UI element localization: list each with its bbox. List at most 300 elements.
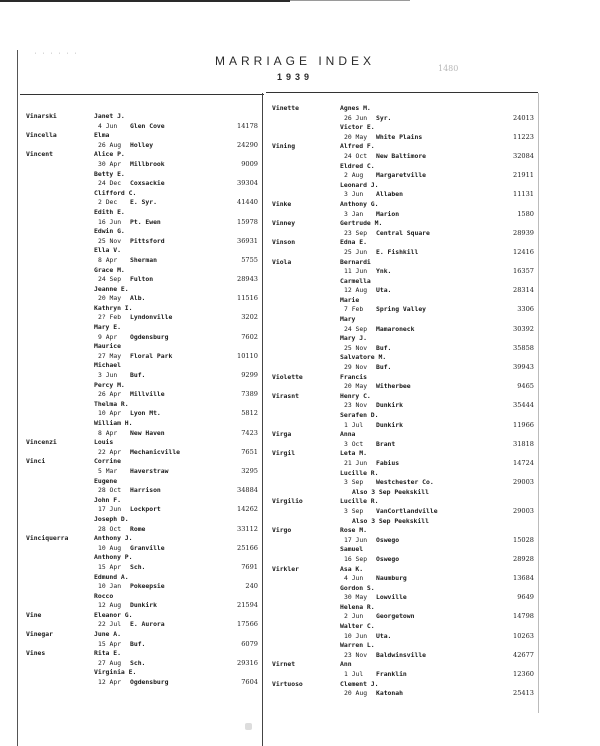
marriage-place: Harrison (130, 486, 161, 495)
marriage-detail (272, 670, 534, 680)
marriage-date: 20 May (344, 382, 368, 391)
marriage-detail (272, 210, 534, 220)
given-name: Henry C. (340, 391, 371, 400)
person-record (26, 419, 258, 438)
given-name: Marie (340, 295, 360, 304)
person-record (26, 323, 258, 342)
person-record (26, 630, 258, 649)
given-name: Eleanor G. (94, 610, 133, 619)
right-column (272, 104, 534, 699)
certificate-number: 39943 (513, 363, 534, 372)
person-record (26, 342, 258, 361)
marriage-detail (272, 612, 534, 622)
marriage-date: 28 Oct (98, 524, 122, 533)
certificate-number: 3306 (517, 305, 534, 314)
given-name: Louis (94, 438, 114, 447)
given-name: Eldred C. (340, 161, 375, 170)
given-name: Clement J. (340, 679, 379, 688)
marriage-detail (272, 440, 534, 450)
certificate-number: 42677 (513, 650, 534, 659)
certificate-number: 7691 (241, 562, 258, 571)
marriage-date: 10 Jun (344, 631, 368, 640)
given-name: June A. (94, 630, 121, 639)
surname: Vining (272, 142, 296, 151)
person-record (26, 170, 258, 189)
marriage-detail (26, 256, 258, 266)
marriage-detail (26, 429, 258, 439)
certificate-number: 6079 (241, 639, 258, 648)
marriage-place: Holley (130, 140, 154, 149)
marriage-date: 10 Apr (98, 409, 122, 418)
certificate-number: 11966 (513, 420, 534, 429)
marriage-detail (272, 574, 534, 584)
certificate-number: 28943 (237, 275, 258, 284)
person-record (272, 392, 534, 411)
person-record (272, 238, 534, 257)
surname: Virkler (272, 564, 299, 573)
marriage-date: 9 Apr (98, 332, 118, 341)
person-record (272, 353, 534, 372)
given-name: Samuel (340, 545, 364, 554)
index-entry (26, 150, 258, 438)
certificate-number: 35444 (513, 401, 534, 410)
given-name: Joseph D. (94, 514, 129, 523)
marriage-detail (272, 305, 534, 315)
certificate-number: 12416 (513, 247, 534, 256)
index-entry (26, 457, 258, 534)
header-stamp: · · · · · · (34, 51, 79, 57)
index-entry (272, 392, 534, 430)
marriage-date: 15 Apr (98, 562, 122, 571)
marriage-detail (26, 620, 258, 630)
certificate-number: 14798 (513, 612, 534, 621)
index-entry (272, 680, 534, 699)
given-name: Gertrude M. (340, 219, 383, 228)
given-name: Leonard J. (340, 180, 379, 189)
surname: Vincella (26, 131, 57, 140)
index-entry (272, 219, 534, 238)
marriage-date: 24 Sep (344, 324, 368, 333)
marriage-detail (272, 401, 534, 411)
given-name: Mary J. (340, 334, 367, 343)
marriage-place: Granville (130, 543, 165, 552)
scan-smudge (245, 723, 252, 730)
certificate-number: 33112 (237, 524, 258, 533)
person-record (272, 622, 534, 641)
additional-note: Also 3 Sep Peekskill (352, 516, 429, 525)
surname: Vincent (26, 150, 53, 159)
marriage-date: 3 Jan (344, 209, 364, 218)
certificate-number: 7389 (241, 390, 258, 399)
surname: Violette (272, 372, 303, 381)
person-record (26, 573, 258, 592)
marriage-date: 26 Apr (98, 390, 122, 399)
marriage-date: 15 Apr (98, 639, 122, 648)
marriage-detail (26, 659, 258, 669)
index-entry (26, 630, 258, 649)
left-column (26, 112, 258, 688)
marriage-detail (26, 390, 258, 400)
marriage-detail (26, 352, 258, 362)
marriage-place: Margaretville (376, 171, 427, 180)
index-entry (272, 142, 534, 200)
surname: Virtuoso (272, 679, 303, 688)
marriage-place: Pokeepsie (130, 582, 165, 591)
certificate-number: 5812 (241, 409, 258, 418)
given-name: Ella V. (94, 246, 121, 255)
marriage-place: Ogdensburg (130, 332, 169, 341)
person-record (272, 603, 534, 622)
marriage-detail (26, 448, 258, 458)
marriage-place: Oswego (376, 535, 400, 544)
marriage-date: 10 Jan (98, 582, 122, 591)
marriage-place: Floral Park (130, 351, 173, 360)
marriage-place: Uta. (376, 286, 392, 295)
marriage-date: 28 Oct (98, 486, 122, 495)
marriage-detail (26, 678, 258, 688)
marriage-place: Brant (376, 439, 396, 448)
surname: Virgo (272, 526, 292, 535)
marriage-detail (272, 171, 534, 181)
marriage-place: Sch. (130, 562, 146, 571)
certificate-number: 39304 (237, 179, 258, 188)
marriage-place: Baldwinsville (376, 650, 427, 659)
index-entry (272, 238, 534, 257)
index-entry (272, 449, 534, 497)
marriage-place: Lyndonville (130, 313, 173, 322)
marriage-detail (26, 640, 258, 650)
given-name: Francis (340, 372, 367, 381)
certificate-number: 10110 (237, 351, 258, 360)
certificate-number: 30392 (513, 324, 534, 333)
person-record (272, 680, 534, 699)
marriage-date: 25 Nov (98, 236, 122, 245)
marriage-detail (26, 409, 258, 419)
certificate-number: 24013 (513, 113, 534, 122)
index-entry (272, 660, 534, 679)
marriage-date: 1 Jul (344, 670, 364, 679)
given-name: Anna (340, 430, 356, 439)
person-record (26, 515, 258, 534)
marriage-date: 12 Apr (98, 678, 122, 687)
person-record (272, 334, 534, 353)
marriage-detail (26, 160, 258, 170)
marriage-detail (26, 601, 258, 611)
index-entry (26, 649, 258, 687)
marriage-detail (272, 651, 534, 661)
certificate-number: 28928 (513, 554, 534, 563)
given-name: Alfred F. (340, 142, 375, 151)
surname: Virga (272, 430, 292, 439)
person-record (26, 496, 258, 515)
marriage-place: Millville (130, 390, 165, 399)
person-record (26, 227, 258, 246)
page-title-text: MARRIAGE INDEX (214, 54, 375, 68)
marriage-date: 23 Nov (344, 650, 368, 659)
marriage-detail (26, 122, 258, 132)
given-name: Clifford C. (94, 188, 137, 197)
marriage-detail (272, 344, 534, 354)
given-name: Grace M. (94, 265, 125, 274)
page-year-text: 1939 (276, 72, 314, 82)
certificate-number: 25413 (513, 689, 534, 698)
marriage-date: 23 Sep (344, 228, 368, 237)
marriage-place: Buf. (130, 371, 146, 380)
certificate-number: 240 (245, 582, 258, 591)
marriage-date: 10 Aug (98, 543, 122, 552)
index-entry (26, 534, 258, 611)
marriage-date: 22 Jul (98, 620, 122, 629)
given-name: Alice P. (94, 150, 125, 159)
given-name: Lucille R. (340, 468, 379, 477)
certificate-number: 14262 (237, 505, 258, 514)
certificate-number: 28314 (513, 286, 534, 295)
given-name: Edna E. (340, 238, 367, 247)
surname: Vinney (272, 219, 296, 228)
scan-edge-top-faint (290, 0, 410, 1)
certificate-number: 9649 (517, 593, 534, 602)
marriage-place: Westchester Co. (376, 478, 434, 487)
given-name: Michael (94, 361, 121, 370)
person-record (272, 162, 534, 181)
person-record (26, 400, 258, 419)
given-name: Walter C. (340, 622, 375, 631)
marriage-place: E. Syr. (130, 198, 157, 207)
marriage-place: Pt. Ewen (130, 217, 161, 226)
certificate-number: 14178 (237, 121, 258, 130)
marriage-place: Spring Valley (376, 305, 427, 314)
marriage-detail (272, 286, 534, 296)
page-title (0, 54, 600, 68)
person-record (272, 200, 534, 219)
marriage-date: 2 Jun (344, 612, 364, 621)
given-name: Rose M. (340, 526, 367, 535)
certificate-number: 36931 (237, 236, 258, 245)
marriage-detail (272, 689, 534, 699)
index-entry (272, 104, 534, 142)
person-record (272, 219, 534, 238)
given-name: Anthony G. (340, 199, 379, 208)
certificate-number: 9465 (517, 382, 534, 391)
certificate-number: 7602 (241, 332, 258, 341)
marriage-date: 12 Aug (344, 286, 368, 295)
marriage-detail (26, 179, 258, 189)
person-record (26, 112, 258, 131)
marriage-detail (272, 114, 534, 124)
given-name: Salvatore M. (340, 353, 387, 362)
marriage-date: 25 Nov (344, 343, 368, 352)
given-name: Eugene (94, 476, 118, 485)
marriage-detail (272, 459, 534, 469)
marriage-place: Lowville (376, 593, 407, 602)
surname: Vinciquerra (26, 534, 69, 543)
marriage-detail (26, 371, 258, 381)
given-name: Rocco (94, 591, 114, 600)
marriage-place: Rome (130, 524, 146, 533)
person-record (272, 469, 534, 498)
marriage-place: Witherbee (376, 382, 411, 391)
marriage-date: 23 Nov (344, 401, 368, 410)
person-record (26, 611, 258, 630)
person-record (272, 411, 534, 430)
marriage-place: Ynk. (376, 267, 392, 276)
given-name: Virginia E. (94, 668, 137, 677)
person-record (26, 131, 258, 150)
marriage-place: Georgetown (376, 612, 415, 621)
marriage-detail (26, 313, 258, 323)
marriage-place: Mechanicville (130, 447, 181, 456)
marriage-date: 17 Jun (344, 535, 368, 544)
person-record (272, 104, 534, 123)
person-record (26, 361, 258, 380)
given-name: Victor E. (340, 123, 375, 132)
given-name: William H. (94, 419, 133, 427)
marriage-date: 4 Jun (344, 574, 364, 583)
marriage-place: Pittsford (130, 236, 165, 245)
marriage-date: 16 Sep (344, 554, 368, 563)
person-record (26, 189, 258, 208)
certificate-number: 3202 (241, 313, 258, 322)
additional-note: Also 3 Sep Peekskill (352, 487, 429, 496)
marriage-date: 20 Aug (344, 689, 368, 698)
person-record (272, 277, 534, 296)
person-record (272, 545, 534, 564)
marriage-place: Allaben (376, 190, 403, 199)
marriage-date: 24 Oct (344, 151, 368, 160)
certificate-number: 9299 (241, 371, 258, 380)
index-entry (26, 611, 258, 630)
person-record (26, 246, 258, 265)
person-record (26, 208, 258, 227)
certificate-number: 11223 (513, 132, 534, 141)
marriage-date: 27 May (98, 351, 122, 360)
marriage-date: 26 Aug (98, 140, 122, 149)
certificate-number: 11516 (237, 294, 258, 303)
marriage-detail (26, 275, 258, 285)
person-record (26, 285, 258, 304)
certificate-number: 5755 (241, 255, 258, 264)
marriage-place: Sherman (130, 255, 157, 264)
marriage-detail (272, 593, 534, 603)
certificate-number: 7604 (241, 678, 258, 687)
person-record (272, 430, 534, 449)
marriage-detail (26, 218, 258, 228)
marriage-detail (26, 141, 258, 151)
given-name: Anthony J. (94, 534, 133, 543)
marriage-date: 3 Jun (98, 371, 118, 380)
marriage-detail (26, 198, 258, 208)
certificate-number: 10263 (513, 631, 534, 640)
marriage-place: Marion (376, 209, 400, 218)
marriage-detail (272, 363, 534, 373)
marriage-date: 30 Apr (98, 159, 122, 168)
given-name: Helena R. (340, 602, 375, 611)
certificate-number: 29003 (513, 506, 534, 515)
marriage-place: Syr. (376, 113, 392, 122)
certificate-number: 41440 (237, 198, 258, 207)
certificate-number: 1580 (517, 209, 534, 218)
marriage-detail (272, 229, 534, 239)
given-name: Anthony P. (94, 553, 133, 562)
marriage-detail (26, 467, 258, 477)
given-name: Rita E. (94, 649, 121, 658)
marriage-place: Naumburg (376, 574, 407, 583)
person-record (272, 660, 534, 679)
column-divider (262, 93, 263, 746)
marriage-place: Coxsackie (130, 179, 165, 188)
certificate-number: 21911 (513, 171, 534, 180)
given-name: Corrine (94, 457, 121, 466)
surname: Vinette (272, 104, 299, 112)
marriage-detail (26, 505, 258, 515)
surname: Virgilio (272, 497, 303, 506)
given-name: Kathryn I. (94, 303, 133, 312)
marriage-date: 7 Feb (344, 305, 364, 314)
given-name: Betty E. (94, 169, 125, 178)
certificate-number: 29003 (513, 478, 534, 487)
marriage-date: 20 May (344, 132, 368, 141)
surname: Vinson (272, 238, 296, 247)
certificate-number: 14724 (513, 458, 534, 467)
certificate-number: 17566 (237, 620, 258, 629)
marriage-date: 27 Aug (98, 658, 122, 667)
marriage-date: 30 May (344, 593, 368, 602)
index-entry (272, 373, 534, 392)
header-rule-right (266, 92, 538, 93)
index-entry (272, 430, 534, 449)
marriage-detail (26, 486, 258, 496)
marriage-detail (272, 421, 534, 431)
marriage-detail (272, 267, 534, 277)
marriage-place: Lyon Mt. (130, 409, 161, 418)
marriage-detail (272, 133, 534, 143)
person-record (26, 534, 258, 553)
marriage-detail (272, 632, 534, 642)
person-record (272, 497, 534, 526)
marriage-place: Dunkirk (130, 601, 157, 610)
surname: Vine (26, 610, 42, 619)
marriage-date: 8 Apr (98, 428, 118, 437)
right-border (538, 93, 539, 713)
given-name: Thelma R. (94, 399, 129, 408)
surname: Vines (26, 649, 46, 658)
marriage-date: 24 Sep (98, 275, 122, 284)
index-entry (272, 565, 534, 661)
marriage-date: 16 Jun (98, 217, 122, 226)
given-name: Asa K. (340, 564, 364, 573)
marriage-date: 22 Apr (98, 447, 122, 456)
certificate-number: 21594 (237, 601, 258, 610)
surname: Virgil (272, 449, 296, 458)
marriage-place: Mamaroneck (376, 324, 415, 333)
certificate-number: 15028 (513, 535, 534, 544)
person-record (26, 477, 258, 496)
marriage-date: 3 Jun (344, 190, 364, 199)
certificate-number: 16357 (513, 267, 534, 276)
certificate-number: 7651 (241, 447, 258, 456)
person-record (26, 668, 258, 687)
marriage-place: E. Aurora (130, 620, 165, 629)
marriage-date: 2 Dec (98, 198, 118, 207)
given-name: Percy M. (94, 380, 125, 389)
marriage-detail (26, 563, 258, 573)
marriage-place: Glen Cove (130, 121, 165, 130)
index-entry (272, 258, 534, 373)
person-record (26, 457, 258, 476)
person-record (26, 553, 258, 572)
index-entry (272, 526, 534, 564)
given-name: Gordon S. (340, 583, 375, 592)
